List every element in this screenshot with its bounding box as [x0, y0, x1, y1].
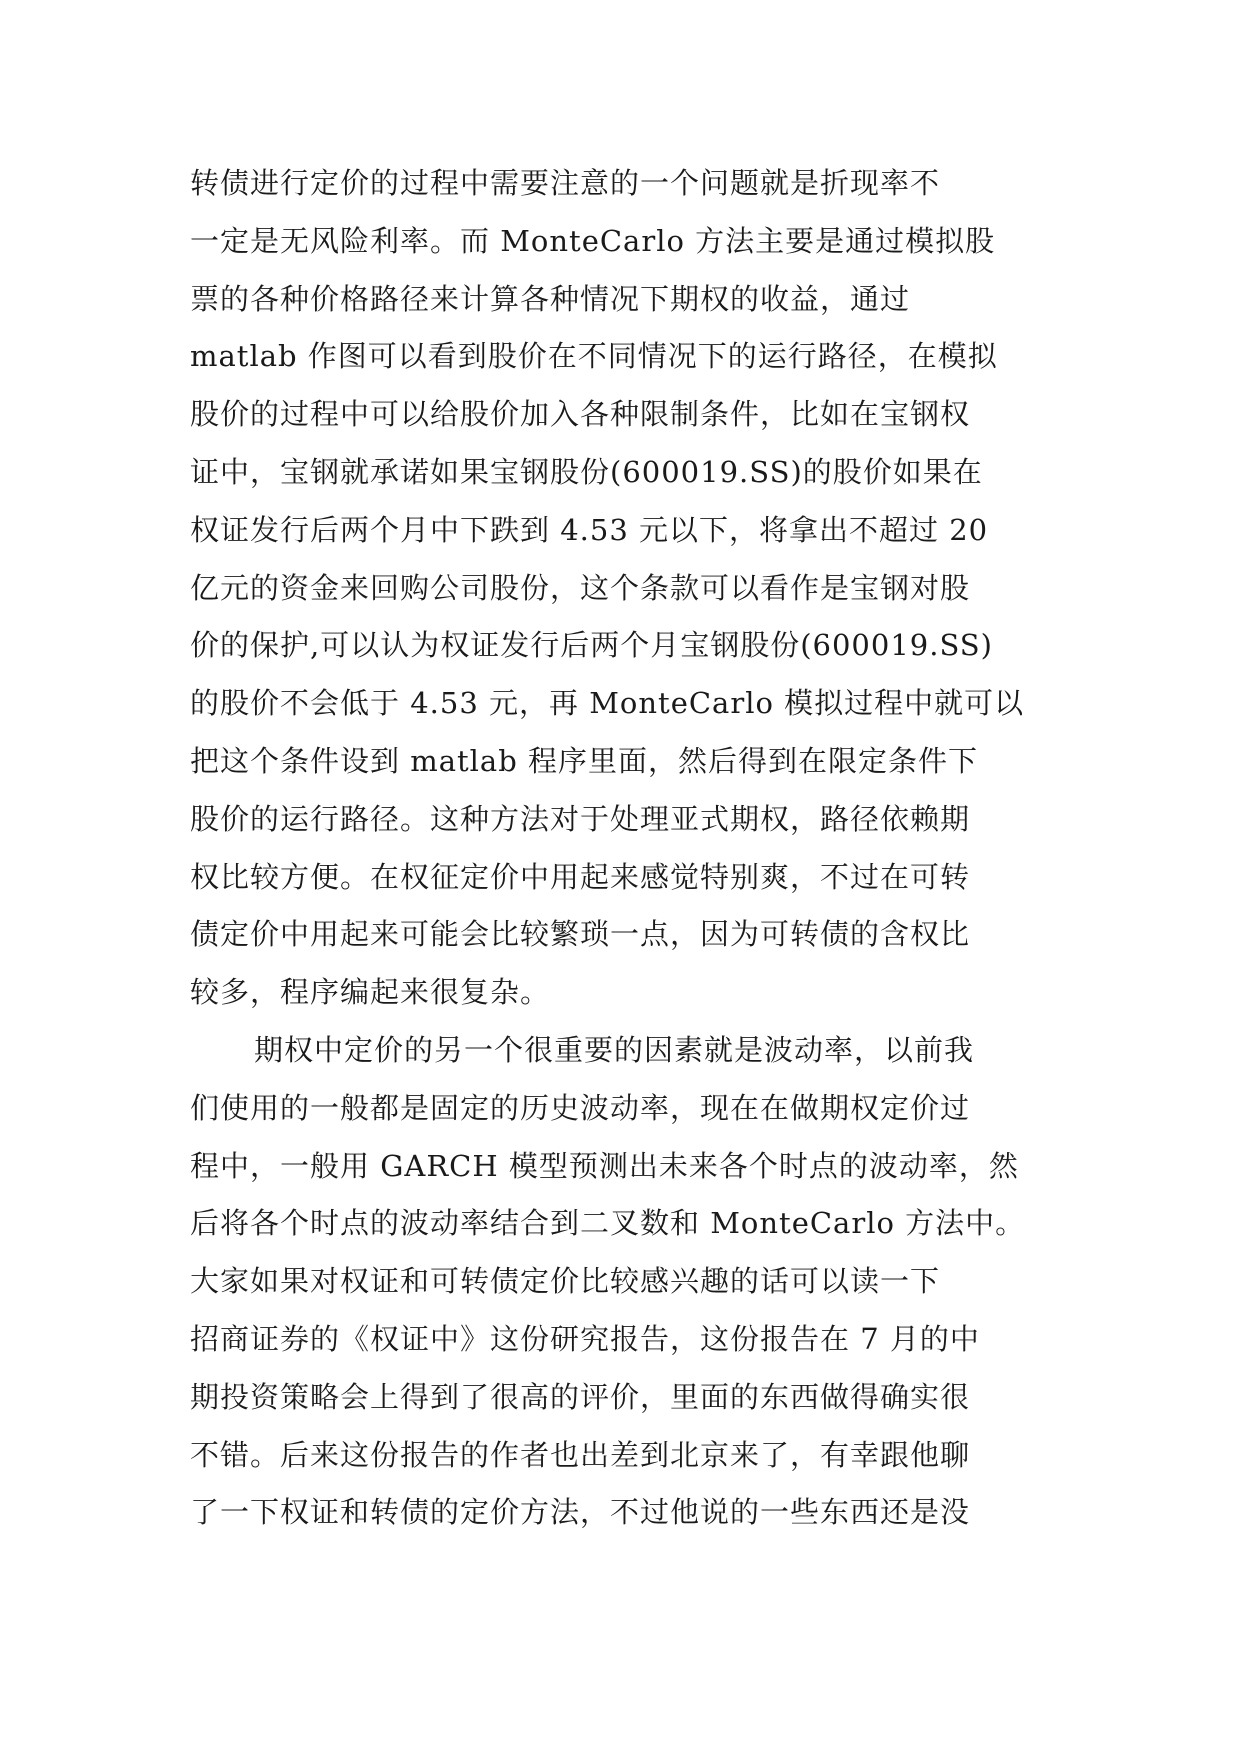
text-line: 票的各种价格路径来计算各种情况下期权的收益，通过 [190, 281, 911, 316]
paragraph-start-line: 期权中定价的另一个很重要的因素就是波动率，以前我 [254, 1032, 975, 1067]
text-line: 债定价中用起来可能会比较繁琐一点，因为可转债的含权比 [190, 917, 971, 952]
text-line: 们使用的一般都是固定的历史波动率，现在在做期权定价过 [190, 1090, 971, 1125]
text-line: 期投资策略会上得到了很高的评价，里面的东西做得确实很 [190, 1379, 971, 1414]
text-line: 较多，程序编起来很复杂。 [190, 975, 551, 1010]
text-line: 的股价不会低于 4.53 元，再 MonteCarlo 模拟过程中就可以 [190, 686, 1025, 721]
text-line: 不错。后来这份报告的作者也出差到北京来了，有幸跟他聊 [190, 1437, 971, 1472]
text-line: 程中，一般用 GARCH 模型预测出未来各个时点的波动率，然 [190, 1148, 1019, 1183]
body-text [190, 155, 1060, 1542]
text-line: 一定是无风险利率。而 MonteCarlo 方法主要是通过模拟股 [190, 223, 996, 258]
text-line: 证中，宝钢就承诺如果宝钢股份(600019.SS)的股价如果在 [190, 454, 983, 489]
text-line: 了一下权证和转债的定价方法，不过他说的一些东西还是没 [190, 1495, 971, 1530]
text-line: 价的保护,可以认为权证发行后两个月宝钢股份(600019.SS) [190, 628, 993, 663]
text-line: matlab 作图可以看到股价在不同情况下的运行路径，在模拟 [190, 339, 998, 374]
text-line: 权比较方便。在权征定价中用起来感觉特别爽，不过在可转 [190, 859, 971, 894]
text-line: 权证发行后两个月中下跌到 4.53 元以下，将拿出不超过 20 [190, 512, 989, 547]
text-line: 股价的过程中可以给股价加入各种限制条件，比如在宝钢权 [190, 397, 971, 432]
text-line: 股价的运行路径。这种方法对于处理亚式期权，路径依赖期 [190, 801, 971, 836]
text-line: 后将各个时点的波动率结合到二叉数和 MonteCarlo 方法中。 [190, 1206, 1026, 1241]
text-line: 大家如果对权证和可转债定价比较感兴趣的话可以读一下 [190, 1264, 941, 1299]
text-line: 亿元的资金来回购公司股份，这个条款可以看作是宝钢对股 [190, 570, 971, 605]
text-line: 把这个条件设到 matlab 程序里面，然后得到在限定条件下 [190, 743, 979, 778]
text-line: 招商证券的《权证中》这份研究报告，这份报告在 7 月的中 [190, 1321, 980, 1356]
text-line: 转债进行定价的过程中需要注意的一个问题就是折现率不 [190, 166, 941, 200]
